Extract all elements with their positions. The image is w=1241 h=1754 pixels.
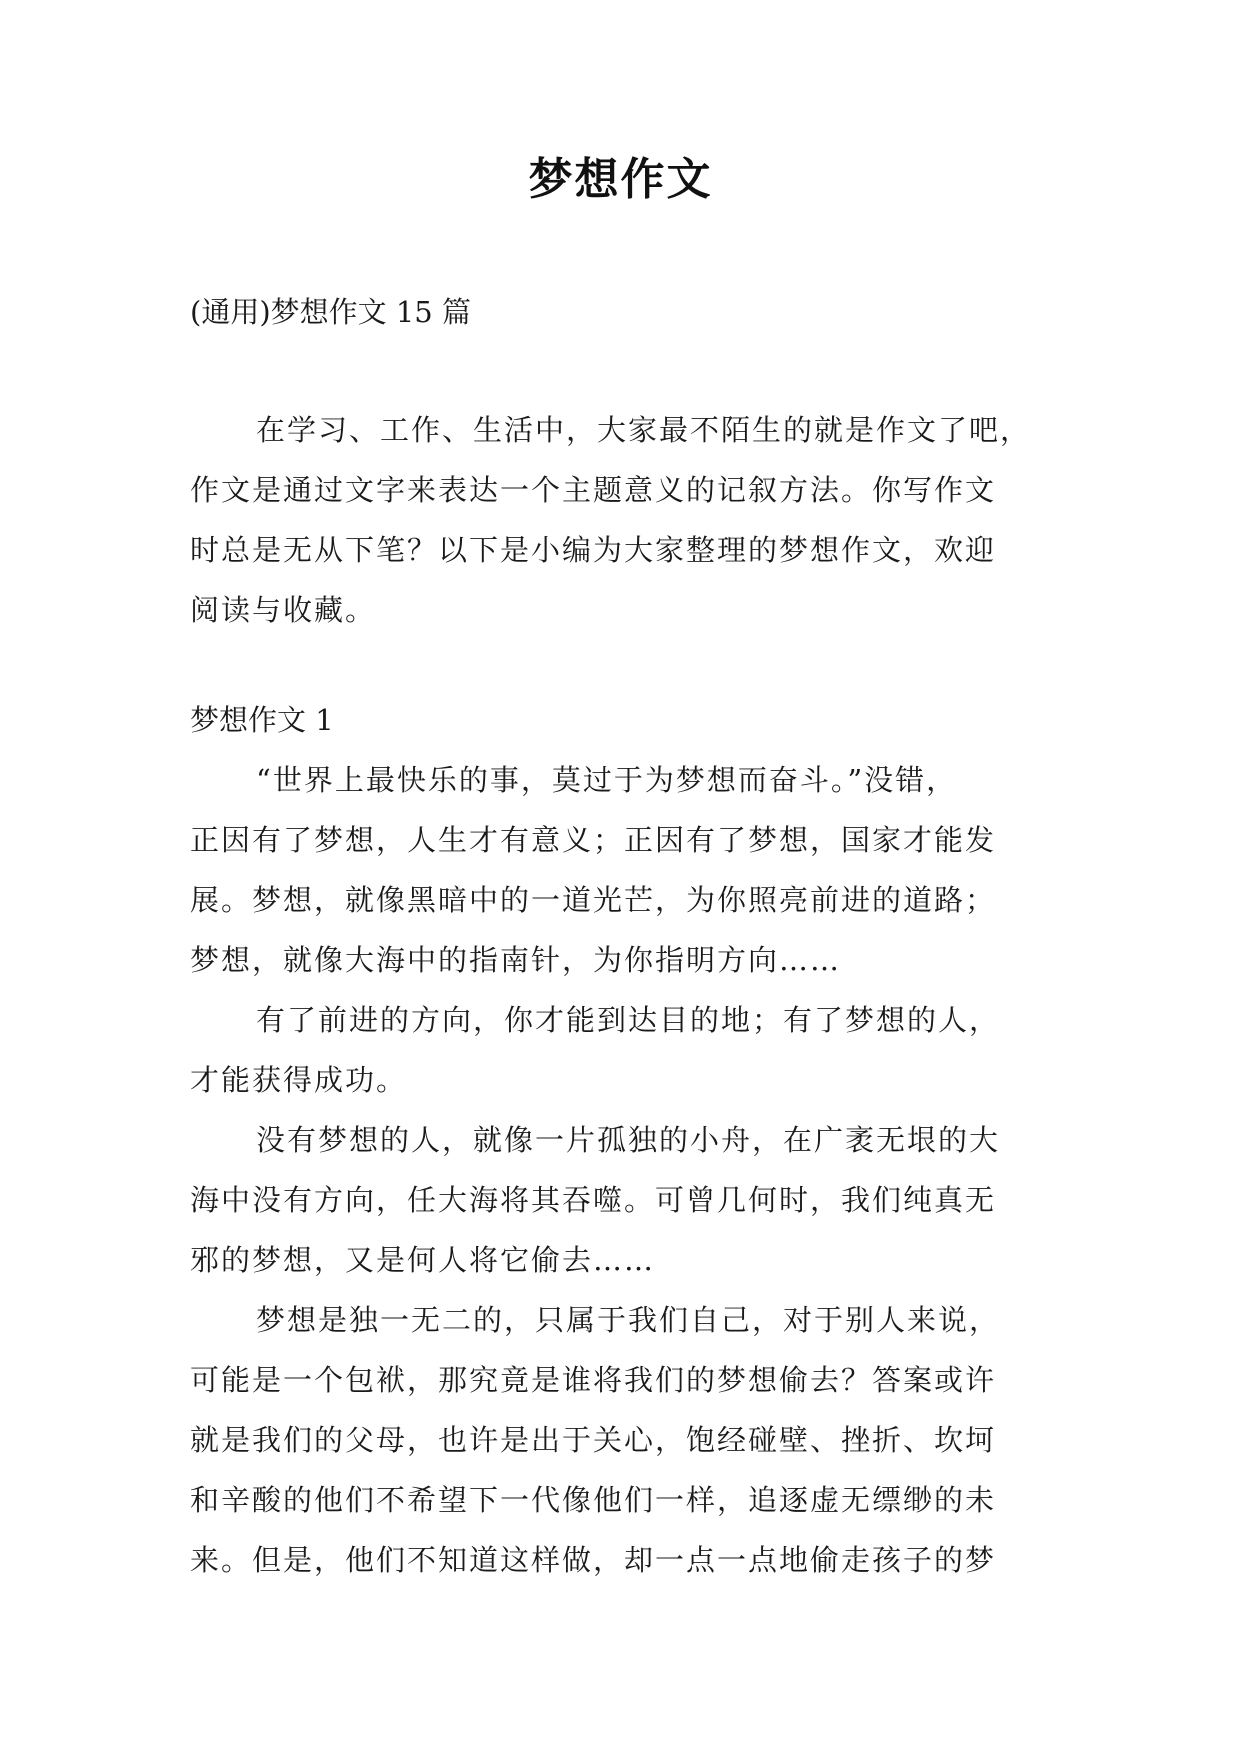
document-title: 梦想作文 bbox=[528, 154, 713, 205]
body-line: 梦想，就像大海中的指南针，为你指明方向…… bbox=[190, 943, 842, 977]
intro-line: 在学习、工作、生活中，大家最不陌生的就是作文了吧， bbox=[256, 413, 1032, 447]
body-line: 有了前进的方向，你才能到达目的地；有了梦想的人， bbox=[256, 1003, 1001, 1037]
intro-line: 时总是无从下笔？以下是小编为大家整理的梦想作文，欢迎 bbox=[190, 533, 997, 567]
section-heading: 梦想作文 1 bbox=[190, 703, 334, 737]
body-line: 邪的梦想，又是何人将它偷去…… bbox=[190, 1243, 656, 1277]
body-line: 梦想是独一无二的，只属于我们自己，对于别人来说， bbox=[256, 1303, 1001, 1337]
intro-line: 阅读与收藏。 bbox=[190, 593, 377, 627]
body-line: 来。但是，他们不知道这样做，却一点一点地偷走孩子的梦 bbox=[190, 1543, 997, 1577]
body-line: 可能是一个包袱，那究竟是谁将我们的梦想偷去？答案或许 bbox=[190, 1363, 997, 1397]
intro-paragraph bbox=[190, 400, 1060, 640]
document-subtitle: (通用)梦想作文 15 篇 bbox=[190, 295, 471, 329]
section-body bbox=[190, 750, 1060, 1590]
body-line: 展。梦想，就像黑暗中的一道光芒，为你照亮前进的道路； bbox=[190, 883, 997, 917]
body-line: 正因有了梦想，人生才有意义；正因有了梦想，国家才能发 bbox=[190, 823, 997, 857]
body-line: 没有梦想的人，就像一片孤独的小舟，在广袤无垠的大 bbox=[256, 1123, 1001, 1157]
body-line: 就是我们的父母，也许是出于关心，饱经碰壁、挫折、坎坷 bbox=[190, 1423, 997, 1457]
intro-line: 作文是通过文字来表达一个主题意义的记叙方法。你写作文 bbox=[190, 473, 997, 507]
body-line: 才能获得成功。 bbox=[190, 1063, 408, 1097]
body-line: “世界上最快乐的事，莫过于为梦想而奋斗。”没错， bbox=[256, 763, 958, 797]
body-line: 和辛酸的他们不希望下一代像他们一样，追逐虚无缥缈的未 bbox=[190, 1483, 997, 1517]
body-line: 海中没有方向，任大海将其吞噬。可曾几何时，我们纯真无 bbox=[190, 1183, 997, 1217]
